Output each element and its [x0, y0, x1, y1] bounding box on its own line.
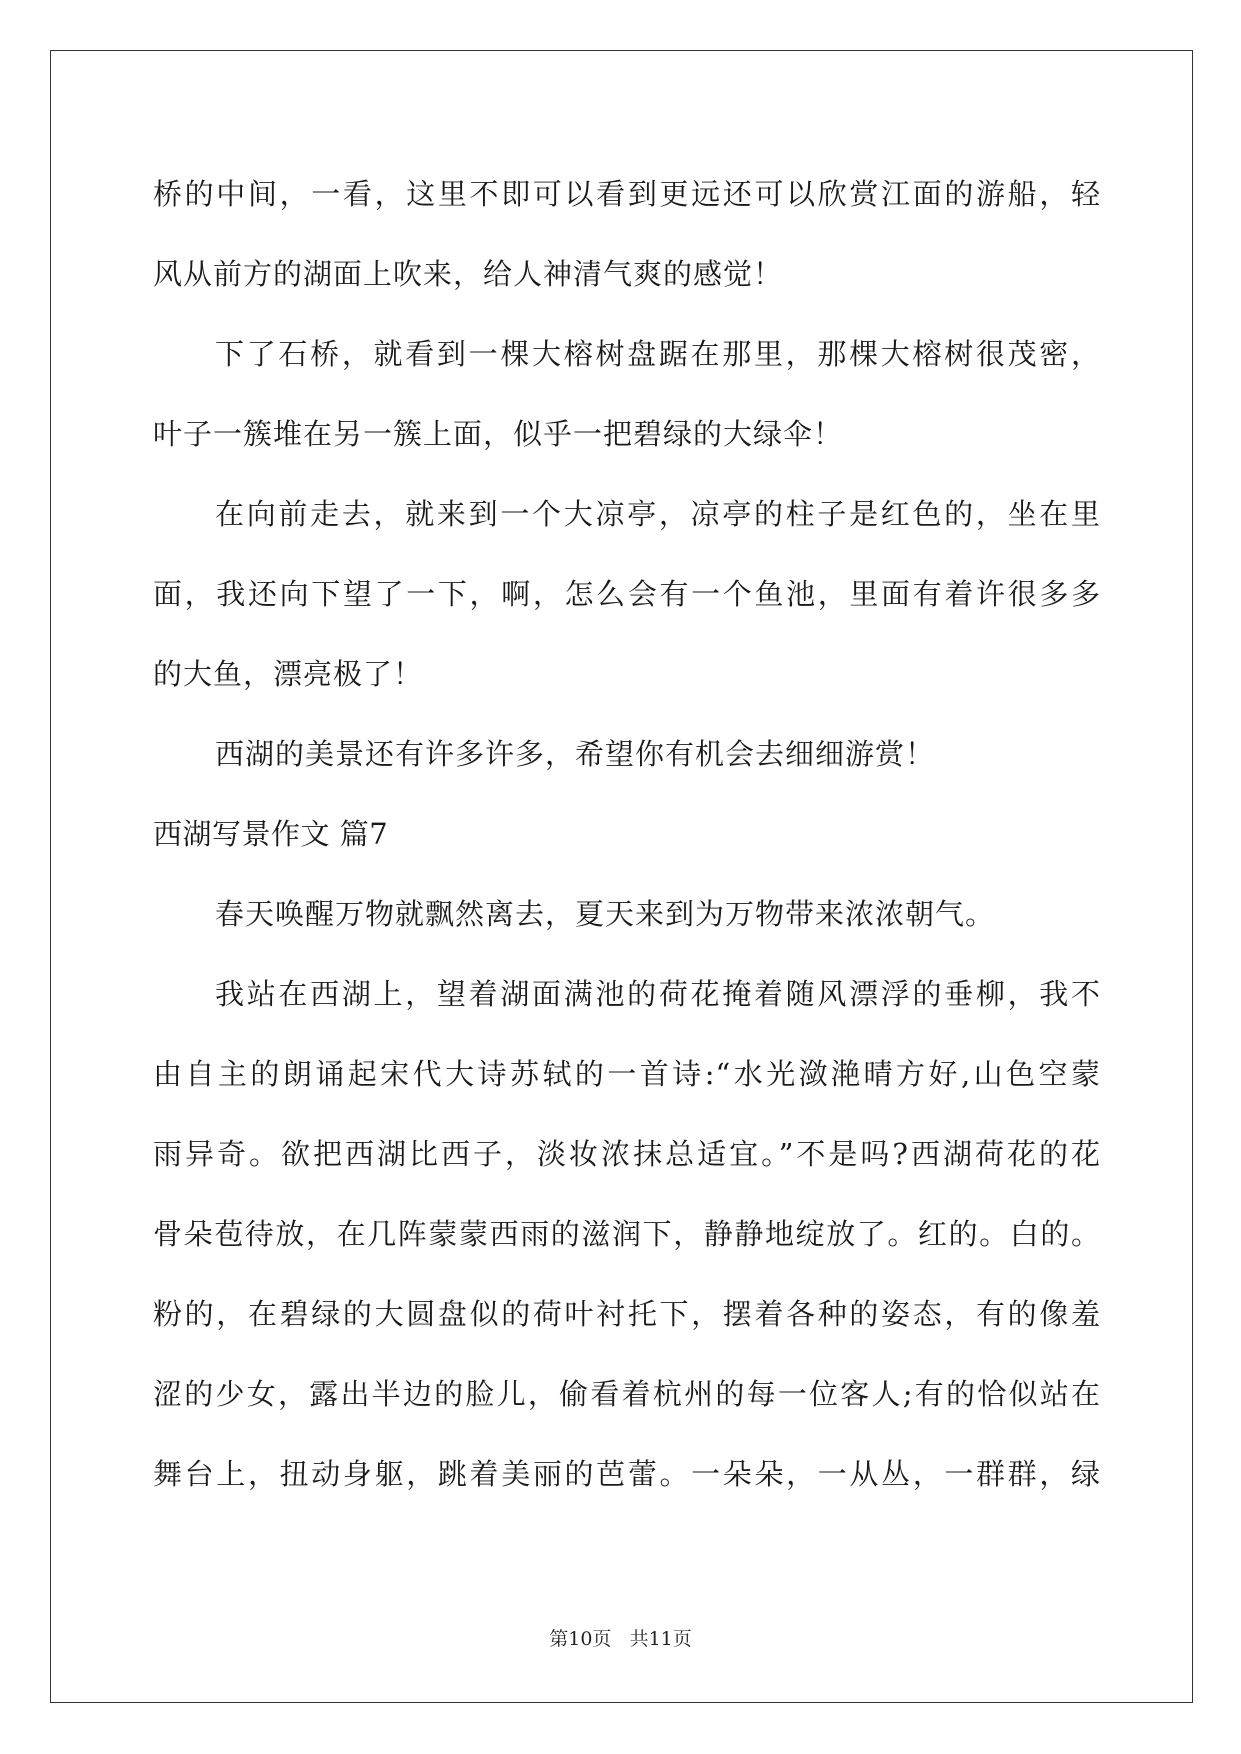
text-line: 叶子一簇堆在另一簇上面，似乎一把碧绿的大绿伞！ — [153, 417, 844, 451]
text-line: 由自主的朗诵起宋代大诗苏轼的一首诗:“水光潋滟晴方好,山色空蒙 — [153, 1057, 1101, 1091]
text-line: 涩的少女，露出半边的脸儿，偷看着杭州的每一位客人;有的恰似站在 — [153, 1377, 1101, 1411]
text-line: 面，我还向下望了一下，啊，怎么会有一个鱼池，里面有着许很多多 — [153, 577, 1101, 611]
section-heading: 西湖写景作文 篇7 — [153, 817, 389, 851]
text-line: 桥的中间，一看，这里不即可以看到更远还可以欣赏江面的游船，轻 — [153, 177, 1101, 211]
text-line: 舞台上，扭动身躯，跳着美丽的芭蕾。一朵朵，一从丛，一群群，绿 — [153, 1457, 1101, 1491]
text-line: 骨朵苞待放，在几阵蒙蒙西雨的滋润下，静静地绽放了。红的。白的。 — [153, 1217, 1101, 1251]
text-line: 粉的，在碧绿的大圆盘似的荷叶衬托下，摆着各种的姿态，有的像羞 — [153, 1297, 1101, 1331]
text-line: 在向前走去，就来到一个大凉亭，凉亭的柱子是红色的，坐在里 — [215, 497, 1101, 531]
page-total: 共11页 — [629, 1628, 692, 1650]
text-line: 西湖的美景还有许多许多，希望你有机会去细细游赏！ — [215, 737, 936, 771]
text-line: 春天唤醒万物就飘然离去，夏天来到为万物带来浓浓朝气。 — [215, 897, 996, 931]
text-line: 风从前方的湖面上吹来，给人神清气爽的感觉！ — [153, 257, 784, 291]
text-line: 下了石桥，就看到一棵大榕树盘踞在那里，那棵大榕树很茂密， — [215, 337, 1101, 371]
text-line: 的大鱼，漂亮极了！ — [153, 657, 424, 691]
text-line: 雨异奇。欲把西湖比西子，淡妆浓抹总适宜。”不是吗?西湖荷花的花 — [153, 1137, 1101, 1171]
page-number: 第10页 — [549, 1628, 612, 1650]
document-body — [153, 163, 1101, 1523]
text-line: 我站在西湖上，望着湖面满池的荷花掩着随风漂浮的垂柳，我不 — [215, 977, 1101, 1011]
page-footer — [0, 1624, 1241, 1651]
